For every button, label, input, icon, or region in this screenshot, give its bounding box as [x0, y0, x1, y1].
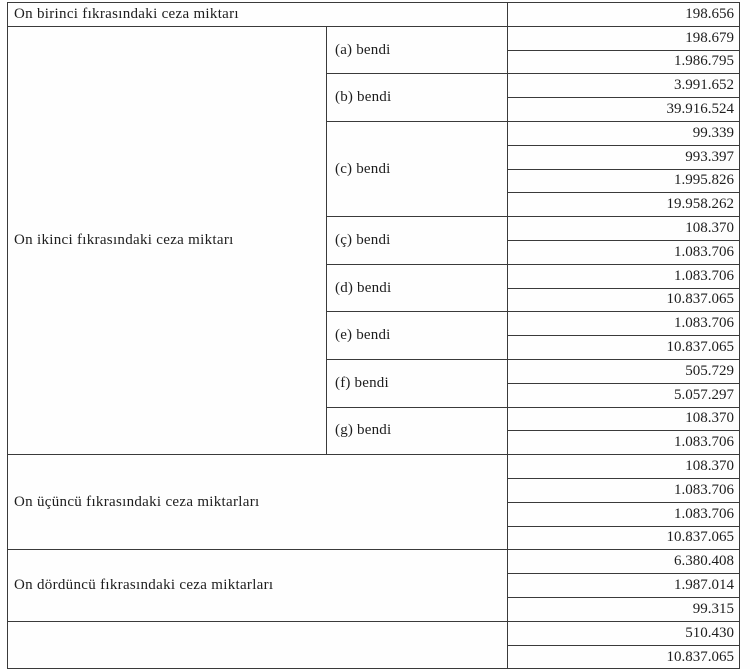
bend-label-cell: (e) bendi — [327, 312, 508, 360]
section-label-cell: On birinci fıkrasındaki ceza miktarı — [8, 3, 508, 27]
bend-label-cell: (ç) bendi — [327, 217, 508, 265]
amount-cell: 505.729 — [508, 359, 740, 383]
amount-cell: 1.986.795 — [508, 50, 740, 74]
bend-label-cell: (f) bendi — [327, 359, 508, 407]
penalty-amounts-table — [7, 2, 740, 669]
table-row — [8, 3, 740, 27]
bend-label-cell: (d) bendi — [327, 264, 508, 312]
table-row — [8, 550, 740, 574]
section-label-cell — [8, 621, 508, 669]
amount-cell: 1.083.706 — [508, 312, 740, 336]
amount-cell: 510.430 — [508, 621, 740, 645]
amount-cell: 99.339 — [508, 121, 740, 145]
table-row — [8, 26, 740, 50]
amount-cell: 6.380.408 — [508, 550, 740, 574]
amount-cell: 1.083.706 — [508, 240, 740, 264]
amount-cell: 1.083.706 — [508, 431, 740, 455]
table-row — [8, 621, 740, 645]
bend-label-cell: (a) bendi — [327, 26, 508, 74]
table-row — [8, 455, 740, 479]
amount-cell: 10.837.065 — [508, 645, 740, 669]
amount-cell: 1.083.706 — [508, 478, 740, 502]
amount-cell: 1.083.706 — [508, 502, 740, 526]
bend-label-cell: (g) bendi — [327, 407, 508, 455]
amount-cell: 1.083.706 — [508, 264, 740, 288]
amount-cell: 39.916.524 — [508, 98, 740, 122]
amount-cell: 198.656 — [508, 3, 740, 27]
section-label-cell: On dördüncü fıkrasındaki ceza miktarları — [8, 550, 508, 621]
section-label-cell: On ikinci fıkrasındaki ceza miktarı — [8, 26, 327, 454]
amount-cell: 108.370 — [508, 407, 740, 431]
amount-cell: 108.370 — [508, 455, 740, 479]
amount-cell: 1.987.014 — [508, 574, 740, 598]
amount-cell: 198.679 — [508, 26, 740, 50]
amount-cell: 19.958.262 — [508, 193, 740, 217]
bend-label-cell: (c) bendi — [327, 121, 508, 216]
amount-cell: 108.370 — [508, 217, 740, 241]
amount-cell: 5.057.297 — [508, 383, 740, 407]
amount-cell: 3.991.652 — [508, 74, 740, 98]
amount-cell: 10.837.065 — [508, 336, 740, 360]
amount-cell: 993.397 — [508, 145, 740, 169]
section-label-cell: On üçüncü fıkrasındaki ceza miktarları — [8, 455, 508, 550]
amount-cell: 10.837.065 — [508, 526, 740, 550]
amount-cell: 1.995.826 — [508, 169, 740, 193]
amount-cell: 10.837.065 — [508, 288, 740, 312]
bend-label-cell: (b) bendi — [327, 74, 508, 122]
amount-cell: 99.315 — [508, 597, 740, 621]
